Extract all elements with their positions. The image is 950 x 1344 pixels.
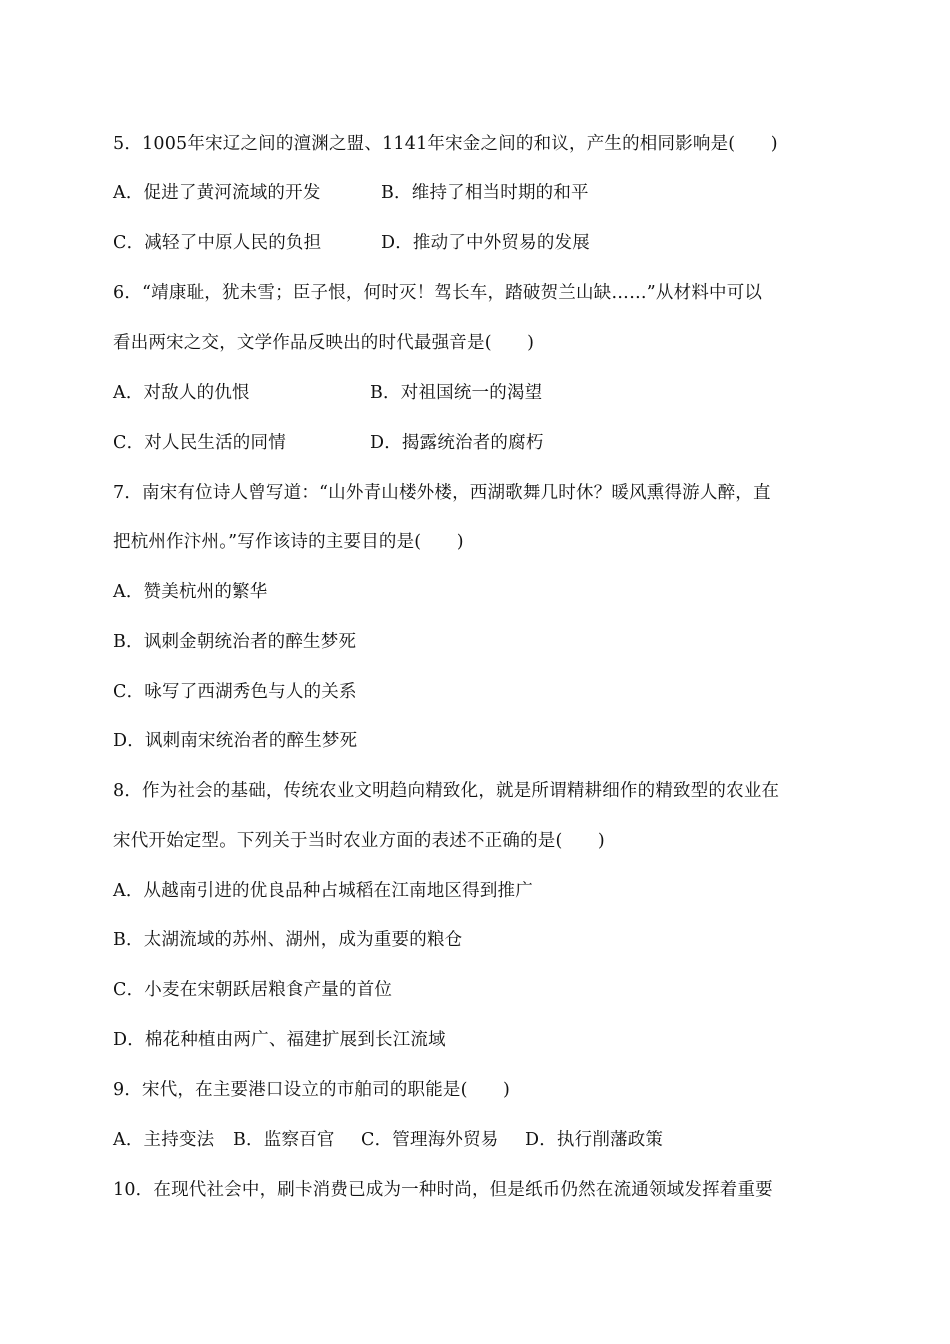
q6-options-row-2 <box>113 431 544 455</box>
q6-options-row-1 <box>113 381 542 405</box>
q9-option-b: B．监察百官 <box>233 1130 335 1150</box>
q9-option-c: C．管理海外贸易 <box>361 1130 499 1150</box>
q8-stem-line-2: 宋代开始定型。下列关于当时农业方面的表述不正确的是( ) <box>113 831 605 851</box>
q5-option-a: A．促进了黄河流域的开发 <box>113 183 321 203</box>
q6-option-a: A．对敌人的仇恨 <box>113 383 250 403</box>
q6-option-d: D．揭露统治者的腐朽 <box>370 433 544 453</box>
q5-options-row-2 <box>113 231 590 255</box>
q7-option-c: C．咏写了西湖秀色与人的关系 <box>113 682 357 702</box>
q5-option-b: B．维持了相当时期的和平 <box>381 183 589 203</box>
q8-option-b: B．太湖流域的苏州、湖州，成为重要的粮仓 <box>113 930 463 950</box>
q8-option-d: D．棉花种植由两广、福建扩展到长江流域 <box>113 1030 446 1050</box>
q7-option-a: A．赞美杭州的繁华 <box>113 582 268 602</box>
q5-option-d: D．推动了中外贸易的发展 <box>381 233 590 253</box>
q6-option-c: C．对人民生活的同情 <box>113 433 286 453</box>
q6-stem-line-1: 6．“靖康耻，犹未雪；臣子恨，何时灭！驾长车，踏破贺兰山缺……”从材料中可以 <box>113 283 763 303</box>
q7-stem-line-1: 7．南宋有位诗人曾写道：“山外青山楼外楼，西湖歌舞几时休？暖风熏得游人醉，直 <box>113 483 771 503</box>
q9-options-row <box>113 1128 663 1152</box>
q9-option-a: A．主持变法 <box>113 1130 215 1150</box>
q6-option-b: B．对祖国统一的渴望 <box>370 383 543 403</box>
q8-stem-line-1: 8．作为社会的基础，传统农业文明趋向精致化，就是所谓精耕细作的精致型的农业在 <box>113 781 780 801</box>
q7-option-b: B．讽刺金朝统治者的醉生梦死 <box>113 632 357 652</box>
q6-stem-line-2: 看出两宋之交，文学作品反映出的时代最强音是( ) <box>113 333 535 353</box>
q9-option-d: D．执行削藩政策 <box>525 1130 664 1150</box>
q7-stem-line-2: 把杭州作汴州。”写作该诗的主要目的是( ) <box>113 532 464 552</box>
q8-option-a: A．从越南引进的优良品种占城稻在江南地区得到推广 <box>113 881 533 901</box>
q10-stem-line-1: 10．在现代社会中，刷卡消费已成为一种时尚，但是纸币仍然在流通领域发挥着重要 <box>113 1180 773 1200</box>
q5-option-c: C．减轻了中原人民的负担 <box>113 233 322 253</box>
q8-option-c: C．小麦在宋朝跃居粮食产量的首位 <box>113 980 393 1000</box>
q5-stem-line-1: 5．1005年宋辽之间的澶渊之盟、1141年宋金之间的和议，产生的相同影响是( ) <box>113 134 778 154</box>
q9-stem-line-1: 9．宋代，在主要港口设立的市舶司的职能是( ) <box>113 1080 511 1100</box>
q7-option-d: D．讽刺南宋统治者的醉生梦死 <box>113 731 358 751</box>
q5-options-row-1 <box>113 181 589 205</box>
